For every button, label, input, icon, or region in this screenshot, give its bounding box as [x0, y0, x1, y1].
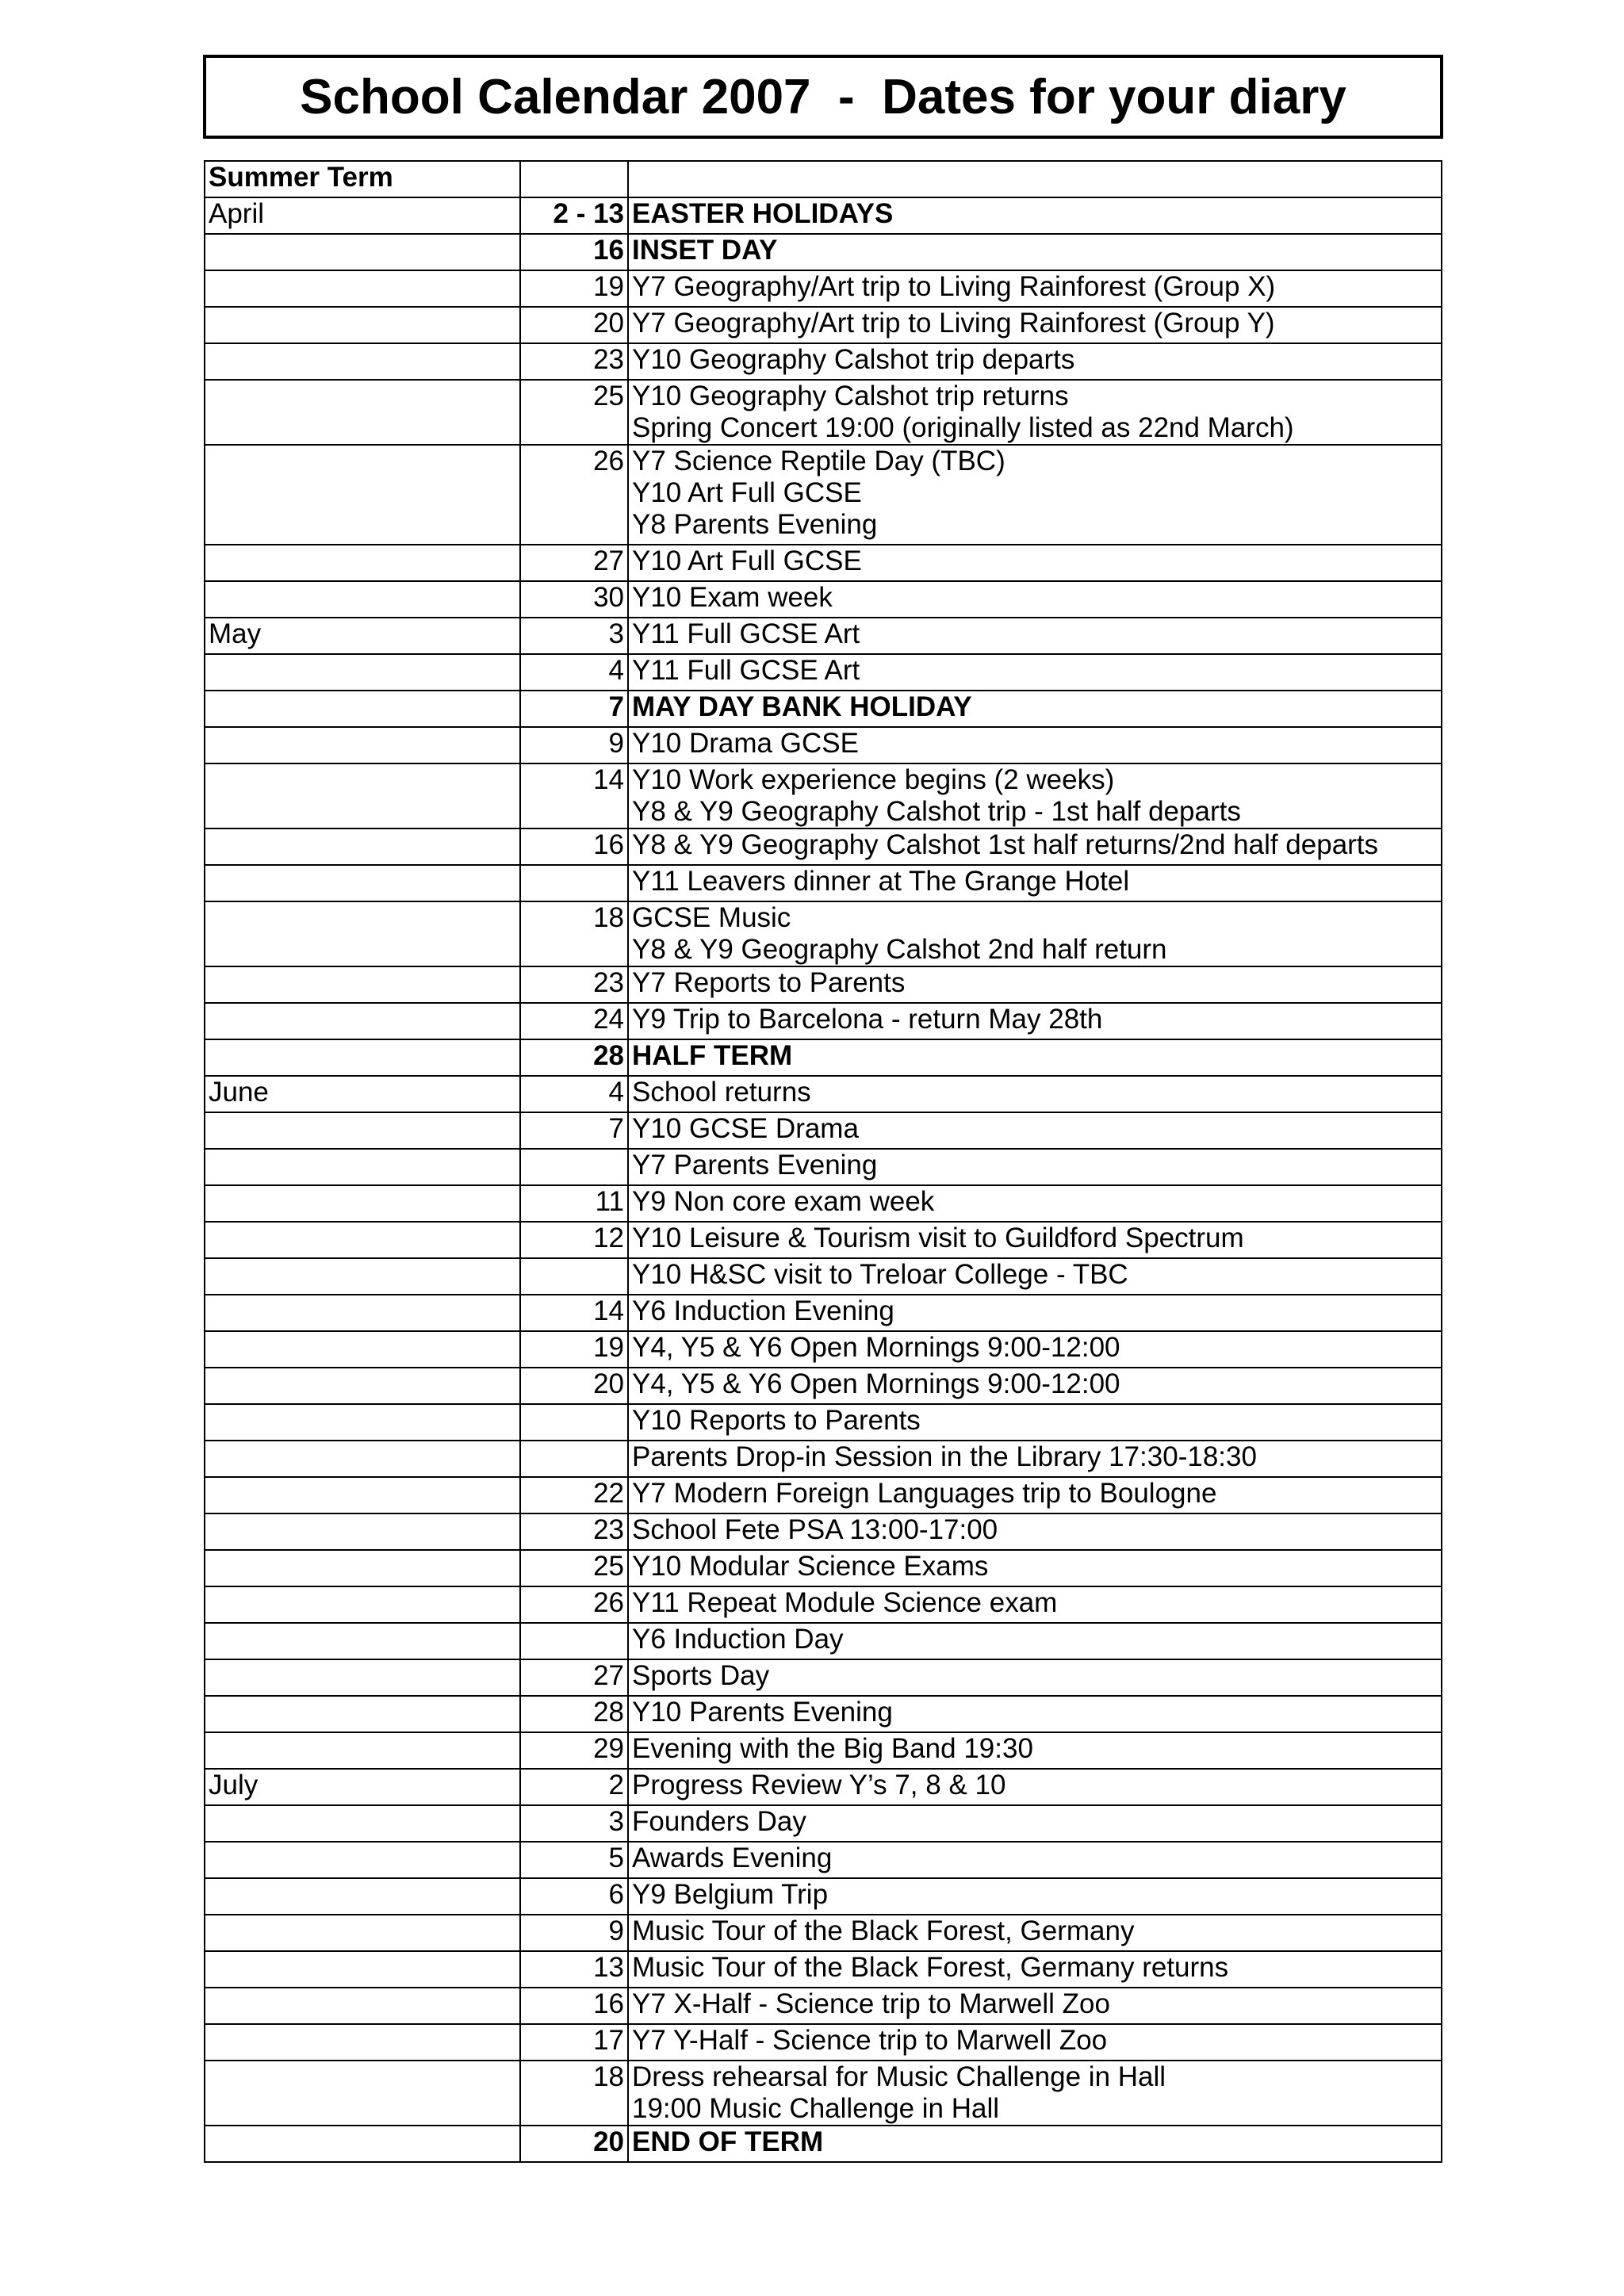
event-cell [628, 581, 1442, 618]
event-cell [628, 1185, 1442, 1222]
month-cell [205, 966, 520, 1003]
date-cell [520, 1623, 628, 1659]
event-text: Awards Evening [632, 1843, 833, 1873]
date-cell: 28 [520, 1039, 628, 1076]
date-cell: 23 [520, 966, 628, 1003]
event-cell [628, 865, 1442, 901]
event-cell [628, 654, 1442, 691]
event-cell [628, 1112, 1442, 1149]
date-cell: 5 [520, 1842, 628, 1878]
event-text: HALF TERM [632, 1040, 793, 1071]
event-cell [628, 1550, 1442, 1586]
event-cell [628, 1878, 1442, 1915]
event-cell [628, 691, 1442, 727]
month-cell [205, 691, 520, 727]
calendar-row [205, 1623, 1442, 1659]
event-text: Y10 Drama GCSE [632, 728, 859, 759]
event-text: Y7 Parents Evening [632, 1150, 878, 1181]
event-cell [628, 2061, 1442, 2126]
event-text: Spring Concert 19:00 (originally listed as 22nd March) [632, 412, 1294, 443]
month-cell [205, 1513, 520, 1550]
date-cell: 20 [520, 2126, 628, 2162]
event-text: Y10 GCSE Drama [632, 1113, 859, 1144]
event-text: Y7 Y-Half - Science trip to Marwell Zoo [632, 2025, 1108, 2056]
calendar-row [205, 1915, 1442, 1951]
event-cell [628, 1149, 1442, 1185]
date-cell: 4 [520, 654, 628, 691]
event-cell [628, 1477, 1442, 1513]
event-cell [628, 343, 1442, 380]
month-cell [205, 1878, 520, 1915]
calendar-row [205, 1404, 1442, 1441]
event-text: Y8 Parents Evening [632, 509, 878, 540]
event-text: EASTER HOLIDAYS [632, 198, 894, 229]
date-cell: 7 [520, 691, 628, 727]
date-cell: 25 [520, 380, 628, 445]
event-cell [628, 1988, 1442, 2024]
event-text: Y4, Y5 & Y6 Open Mornings 9:00-12:00 [632, 1368, 1120, 1399]
calendar-table [204, 160, 1442, 2163]
event-text: Y10 Leisure & Tourism visit to Guildford Spectrum [632, 1223, 1244, 1253]
date-cell: 20 [520, 1368, 628, 1404]
event-text: Founders Day [632, 1806, 806, 1837]
date-cell: 12 [520, 1222, 628, 1258]
month-cell [205, 828, 520, 865]
event-text: Sports Day [632, 1660, 770, 1691]
date-cell: 18 [520, 2061, 628, 2126]
event-text: Y10 Art Full GCSE [632, 477, 862, 508]
event-text: Y10 Modular Science Exams [632, 1551, 989, 1582]
event-cell [628, 1696, 1442, 1732]
event-text: School Fete PSA 13:00-17:00 [632, 1514, 998, 1545]
calendar-row [205, 1185, 1442, 1222]
date-cell [520, 1258, 628, 1295]
calendar-row [205, 2126, 1442, 2162]
event-cell [628, 1586, 1442, 1623]
event-cell [628, 1331, 1442, 1368]
event-cell [628, 1441, 1442, 1477]
month-cell [205, 1039, 520, 1076]
event-text: Y10 Geography Calshot trip returns [632, 381, 1069, 411]
calendar-row [205, 901, 1442, 966]
month-cell [205, 1441, 520, 1477]
calendar-row [205, 1368, 1442, 1404]
calendar-row [205, 1878, 1442, 1915]
month-cell [205, 654, 520, 691]
event-cell [628, 618, 1442, 654]
event-text: Y10 Geography Calshot trip departs [632, 344, 1075, 375]
event-cell [628, 1842, 1442, 1878]
month-cell [205, 763, 520, 828]
date-cell: 25 [520, 1550, 628, 1586]
date-cell: 2 [520, 1769, 628, 1805]
event-text: Y7 Geography/Art trip to Living Rainforest (Group X) [632, 271, 1276, 302]
month-cell [205, 1550, 520, 1586]
event-text: Y8 & Y9 Geography Calshot 1st half returns/2nd half departs [632, 829, 1379, 860]
date-cell: 16 [520, 828, 628, 865]
month-cell [205, 1732, 520, 1769]
month-cell: July [205, 1769, 520, 1805]
month-cell [205, 1586, 520, 1623]
event-text: Music Tour of the Black Forest, Germany [632, 1915, 1135, 1946]
term-label: Summer Term [205, 161, 520, 197]
calendar-row [205, 618, 1442, 654]
month-cell [205, 1331, 520, 1368]
event-text: Y7 Geography/Art trip to Living Rainforest (Group Y) [632, 308, 1275, 339]
event-text: Y6 Induction Evening [632, 1295, 894, 1326]
calendar-row [205, 1988, 1442, 2024]
event-cell [628, 1915, 1442, 1951]
month-cell [205, 343, 520, 380]
event-cell [628, 1295, 1442, 1331]
calendar-row [205, 545, 1442, 581]
event-text: Y10 H&SC visit to Treloar College - TBC [632, 1259, 1128, 1290]
date-cell: 26 [520, 1586, 628, 1623]
event-text: INSET DAY [632, 235, 778, 266]
date-cell: 23 [520, 1513, 628, 1550]
calendar-row [205, 1550, 1442, 1586]
calendar-row [205, 966, 1442, 1003]
event-cell [628, 1769, 1442, 1805]
date-cell: 18 [520, 901, 628, 966]
date-cell: 2 - 13 [520, 197, 628, 234]
event-cell [628, 1805, 1442, 1842]
event-text: Y7 Science Reptile Day (TBC) [632, 446, 1005, 476]
event-cell [628, 2126, 1442, 2162]
date-cell: 19 [520, 270, 628, 307]
date-cell: 27 [520, 545, 628, 581]
month-cell [205, 270, 520, 307]
calendar-row [205, 1805, 1442, 1842]
calendar-row [205, 727, 1442, 763]
month-cell [205, 234, 520, 270]
calendar-row [205, 1076, 1442, 1112]
calendar-row [205, 1951, 1442, 1988]
calendar-row [205, 1112, 1442, 1149]
month-cell [205, 1477, 520, 1513]
date-cell: 20 [520, 307, 628, 343]
calendar-row [205, 1441, 1442, 1477]
event-text: School returns [632, 1077, 811, 1108]
event-text: Progress Review Y’s 7, 8 & 10 [632, 1770, 1006, 1800]
calendar-row [205, 1039, 1442, 1076]
event-text: Y7 X-Half - Science trip to Marwell Zoo [632, 1988, 1110, 2019]
event-text: END OF TERM [632, 2126, 824, 2157]
month-cell [205, 2061, 520, 2126]
event-text: Y10 Art Full GCSE [632, 545, 862, 576]
month-cell [205, 445, 520, 545]
event-cell [628, 1951, 1442, 1988]
date-cell: 24 [520, 1003, 628, 1039]
calendar-row [205, 1842, 1442, 1878]
event-text: MAY DAY BANK HOLIDAY [632, 691, 972, 722]
event-text: Parents Drop-in Session in the Library 17:30-18:30 [632, 1441, 1257, 1472]
event-cell [628, 727, 1442, 763]
event-cell [628, 545, 1442, 581]
date-cell: 22 [520, 1477, 628, 1513]
date-cell: 30 [520, 581, 628, 618]
calendar-row [205, 1295, 1442, 1331]
calendar-row [205, 1696, 1442, 1732]
calendar-row [205, 1659, 1442, 1696]
event-cell [628, 1368, 1442, 1404]
calendar-row [205, 2024, 1442, 2061]
event-cell [628, 270, 1442, 307]
event-text: Y11 Leavers dinner at The Grange Hotel [632, 866, 1130, 897]
date-cell: 28 [520, 1696, 628, 1732]
date-cell: 4 [520, 1076, 628, 1112]
date-cell: 16 [520, 234, 628, 270]
event-text: Y9 Trip to Barcelona - return May 28th [632, 1004, 1103, 1035]
calendar-row [205, 343, 1442, 380]
event-cell [628, 828, 1442, 865]
calendar-row [205, 1331, 1442, 1368]
date-cell: 14 [520, 763, 628, 828]
event-cell [628, 1076, 1442, 1112]
event-cell [628, 197, 1442, 234]
calendar-row [205, 1003, 1442, 1039]
title-box [203, 55, 1443, 139]
month-cell [205, 865, 520, 901]
event-cell [628, 445, 1442, 545]
month-cell [205, 1842, 520, 1878]
calendar-row [205, 197, 1442, 234]
event-text: Y9 Non core exam week [632, 1186, 935, 1217]
month-cell [205, 1003, 520, 1039]
calendar-row [205, 1586, 1442, 1623]
term-header-row [205, 161, 1442, 197]
event-cell [628, 1404, 1442, 1441]
month-cell [205, 1404, 520, 1441]
calendar-row [205, 1769, 1442, 1805]
date-cell [520, 1441, 628, 1477]
date-cell: 7 [520, 1112, 628, 1149]
calendar-row [205, 581, 1442, 618]
month-cell [205, 1951, 520, 1988]
calendar-row [205, 865, 1442, 901]
calendar-row [205, 691, 1442, 727]
month-cell [205, 1368, 520, 1404]
event-cell [628, 966, 1442, 1003]
date-cell: 3 [520, 618, 628, 654]
event-cell [628, 1258, 1442, 1295]
event-text: Y4, Y5 & Y6 Open Mornings 9:00-12:00 [632, 1332, 1120, 1363]
calendar-row [205, 828, 1442, 865]
calendar-row [205, 1222, 1442, 1258]
event-text: GCSE Music [632, 902, 791, 933]
month-cell [205, 1659, 520, 1696]
event-text: Music Tour of the Black Forest, Germany returns [632, 1952, 1229, 1983]
date-cell: 17 [520, 2024, 628, 2061]
date-cell: 3 [520, 1805, 628, 1842]
date-cell: 16 [520, 1988, 628, 2024]
event-text: Y10 Parents Evening [632, 1697, 893, 1728]
calendar-row [205, 1149, 1442, 1185]
calendar-row [205, 307, 1442, 343]
event-cell [628, 1222, 1442, 1258]
calendar-row [205, 654, 1442, 691]
event-text: Y11 Full GCSE Art [632, 655, 860, 686]
month-cell [205, 1696, 520, 1732]
date-cell: 9 [520, 727, 628, 763]
event-text: Evening with the Big Band 19:30 [632, 1733, 1033, 1764]
event-cell [628, 901, 1442, 966]
event-text: Y10 Exam week [632, 582, 833, 613]
event-cell [628, 1623, 1442, 1659]
date-cell [520, 865, 628, 901]
month-cell: June [205, 1076, 520, 1112]
event-cell [628, 1513, 1442, 1550]
calendar-row [205, 1513, 1442, 1550]
date-cell: 11 [520, 1185, 628, 1222]
event-cell [628, 1659, 1442, 1696]
calendar-row [205, 1477, 1442, 1513]
date-cell: 9 [520, 1915, 628, 1951]
date-cell: 27 [520, 1659, 628, 1696]
month-cell [205, 1185, 520, 1222]
month-cell [205, 901, 520, 966]
month-cell [205, 307, 520, 343]
page-title: School Calendar 2007 - Dates for your diary [300, 69, 1346, 124]
event-text: Y7 Reports to Parents [632, 967, 906, 998]
calendar-row [205, 270, 1442, 307]
calendar-row [205, 1258, 1442, 1295]
month-cell [205, 581, 520, 618]
date-cell: 26 [520, 445, 628, 545]
month-cell [205, 1623, 520, 1659]
calendar-body [205, 161, 1442, 2162]
month-cell [205, 380, 520, 445]
term-date-cell [520, 161, 628, 197]
calendar-row [205, 234, 1442, 270]
event-text: Y8 & Y9 Geography Calshot trip - 1st half departs [632, 796, 1241, 827]
month-cell [205, 545, 520, 581]
event-text: Y6 Induction Day [632, 1624, 844, 1655]
event-cell [628, 234, 1442, 270]
event-text: 19:00 Music Challenge in Hall [632, 2093, 1000, 2124]
date-cell [520, 1404, 628, 1441]
month-cell [205, 1222, 520, 1258]
date-cell [520, 1149, 628, 1185]
date-cell: 29 [520, 1732, 628, 1769]
term-event-cell [628, 161, 1442, 197]
month-cell [205, 1805, 520, 1842]
calendar-row [205, 763, 1442, 828]
calendar-row [205, 1732, 1442, 1769]
event-text: Dress rehearsal for Music Challenge in Hall [632, 2061, 1166, 2092]
date-cell: 23 [520, 343, 628, 380]
event-text: Y7 Modern Foreign Languages trip to Boulogne [632, 1478, 1217, 1509]
calendar-row [205, 445, 1442, 545]
event-text: Y10 Work experience begins (2 weeks) [632, 764, 1115, 795]
month-cell [205, 1112, 520, 1149]
event-cell [628, 307, 1442, 343]
date-cell: 19 [520, 1331, 628, 1368]
month-cell [205, 1149, 520, 1185]
month-cell [205, 2126, 520, 2162]
month-cell [205, 1915, 520, 1951]
date-cell: 6 [520, 1878, 628, 1915]
event-cell [628, 763, 1442, 828]
event-cell [628, 380, 1442, 445]
event-text: Y9 Belgium Trip [632, 1879, 829, 1910]
calendar-row [205, 380, 1442, 445]
event-cell [628, 2024, 1442, 2061]
month-cell: May [205, 618, 520, 654]
event-text: Y11 Full GCSE Art [632, 618, 860, 649]
event-cell [628, 1732, 1442, 1769]
month-cell [205, 727, 520, 763]
date-cell: 14 [520, 1295, 628, 1331]
month-cell [205, 1258, 520, 1295]
month-cell: April [205, 197, 520, 234]
event-cell [628, 1039, 1442, 1076]
event-text: Y8 & Y9 Geography Calshot 2nd half return [632, 934, 1167, 965]
month-cell [205, 1988, 520, 2024]
event-cell [628, 1003, 1442, 1039]
month-cell [205, 1295, 520, 1331]
event-text: Y11 Repeat Module Science exam [632, 1587, 1058, 1618]
event-text: Y10 Reports to Parents [632, 1405, 921, 1436]
date-cell: 13 [520, 1951, 628, 1988]
calendar-row [205, 2061, 1442, 2126]
month-cell [205, 2024, 520, 2061]
